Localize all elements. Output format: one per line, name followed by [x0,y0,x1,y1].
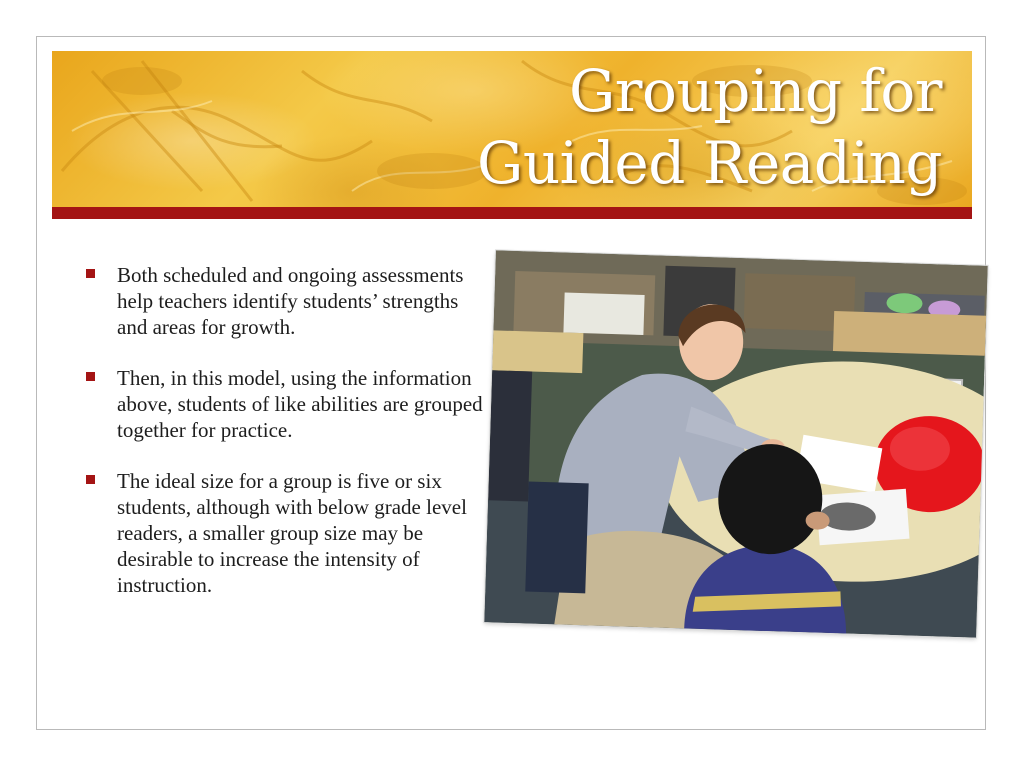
classroom-photo-illustration [484,250,987,637]
title-banner [52,51,972,207]
bullet-item [84,365,484,443]
bullet-text: Both scheduled and ongoing assessments help teachers identify students’ strengths and areas for growth. [117,263,464,339]
title-line-2: Guided Reading [477,129,942,197]
square-bullet-icon [86,269,95,278]
bullet-text: The ideal size for a group is five or six students, although with below grade level readers, a smaller group size may be desirable to increase the intensity of instruction. [117,469,467,597]
bullet-text: Then, in this model, using the information above, students of like abilities are grouped together for practice. [117,366,483,442]
bullet-item [84,468,484,598]
bullet-item [84,262,484,340]
title-underline-bar [52,207,972,219]
title-line-1: Grouping for [568,57,942,125]
square-bullet-icon [86,475,95,484]
bullet-list [84,262,484,623]
slide-title [477,55,942,199]
classroom-photo [484,250,987,637]
square-bullet-icon [86,372,95,381]
